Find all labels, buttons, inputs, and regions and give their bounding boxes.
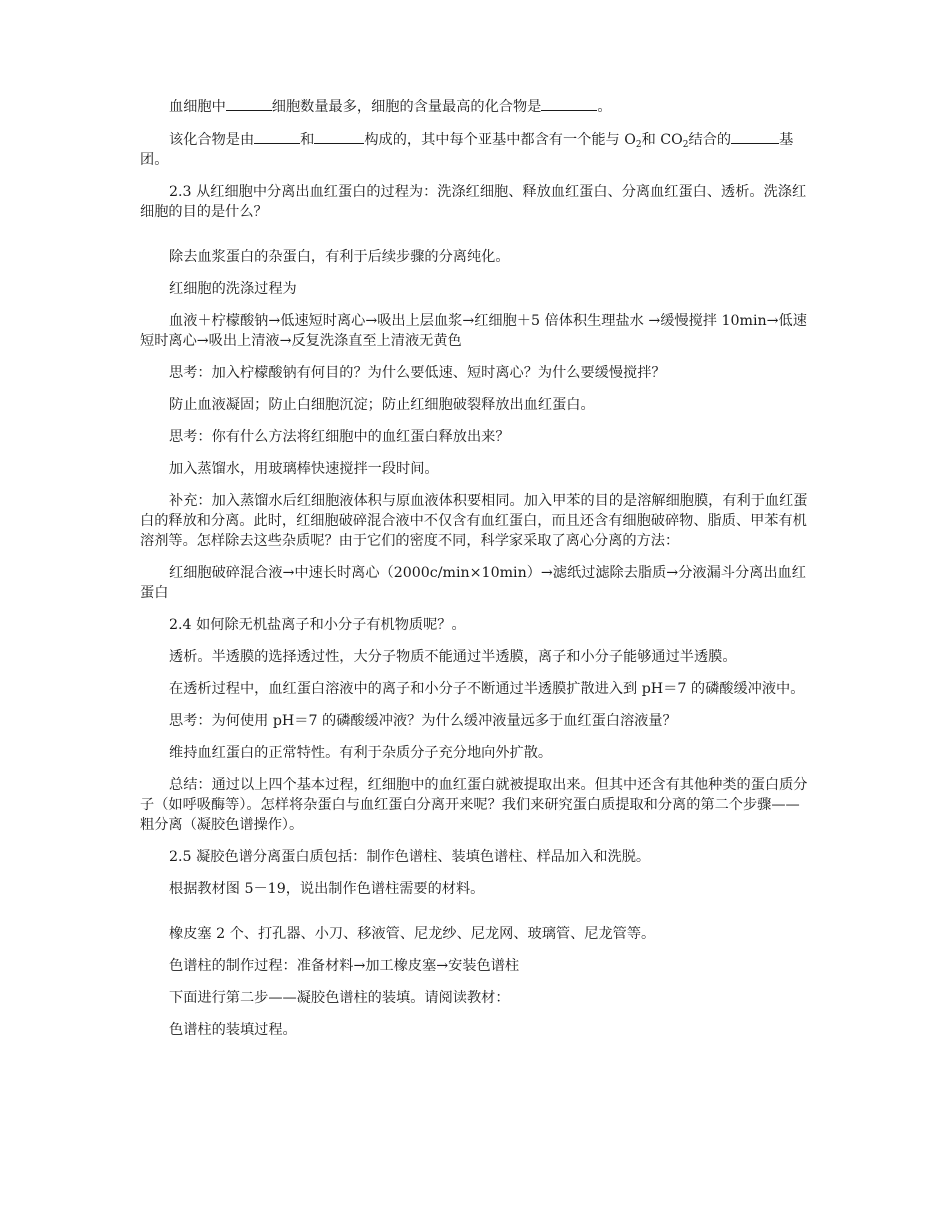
fill-in-text: 和 [300, 132, 315, 148]
paragraph: 透析。半透膜的选择透过性，大分子物质不能通过半透膜，离子和小分子能够通过半透膜。 [169, 649, 737, 665]
answer-blank [314, 129, 364, 144]
fill-in-text: 结合的 [688, 132, 732, 148]
answer-blank [226, 96, 272, 111]
fill-in-text: 。 [597, 99, 612, 115]
paragraph: 血液＋柠檬酸钠→低速短时离心→吸出上层血浆→红细胞＋5 倍体积生理盐水 →缓慢搅拌 10min→低速短时离心→吸出上清液→反复洗涤直至上清液无黄色 [140, 313, 807, 349]
subscript: 2 [635, 140, 642, 150]
fill-in-text: 基团。 [140, 132, 794, 168]
paragraph: 下面进行第二步——凝胶色谱柱的装填。请阅读教材： [169, 990, 510, 1006]
fill-in-text: 血细胞中 [169, 99, 226, 115]
paragraph: 2.5 凝胶色谱分离蛋白质包括：制作色谱柱、装填色谱柱、样品加入和洗脱。 [169, 849, 651, 865]
paragraph: 思考：加入柠檬酸钠有何目的？为什么要低速、短时离心？为什么要缓慢搅拌？ [169, 365, 666, 381]
fill-in-line-2 [140, 129, 812, 170]
paragraph: 思考：你有什么方法将红细胞中的血红蛋白释放出来？ [169, 429, 510, 445]
paragraph: 红细胞破碎混合液→中速长时离心（2000c/min×10min）→滤纸过滤除去脂质→分液漏斗分离出血红蛋白 [140, 565, 806, 601]
paragraph: 防止血液凝固；防止白细胞沉淀；防止红细胞破裂释放出血红蛋白。 [169, 397, 595, 413]
fill-in-line-1 [140, 96, 812, 117]
paragraph: 补充：加入蒸馏水后红细胞液体积与原血液体积要相同。加入甲苯的目的是溶解细胞膜，有利于血红蛋白的释放和分离。此时，红细胞破碎混合液中不仅含有血红蛋白，而且还含有细胞破碎物、脂质、甲苯有机溶剂等。怎样除去这些杂质呢？由于它们的密度不同，科学家采取了离心分离的方法： [140, 493, 808, 549]
paragraph: 橡皮塞 2 个、打孔器、小刀、移液管、尼龙纱、尼龙网、玻璃管、尼龙管等。 [169, 926, 656, 942]
fill-in-text: 构成的，其中每个亚基中都含有一个能与 O [364, 132, 636, 148]
paragraph: 2.3 从红细胞中分离出血红蛋白的过程为：洗涤红细胞、释放血红蛋白、分离血红蛋白、透析。洗涤红细胞的目的是什么？ [140, 184, 807, 220]
paragraph: 色谱柱的制作过程：准备材料→加工橡皮塞→安装色谱柱 [169, 958, 520, 974]
paragraph: 加入蒸馏水，用玻璃棒快速搅拌一段时间。 [169, 461, 439, 477]
paragraph: 根据教材图 5－19，说出制作色谱柱需要的材料。 [169, 881, 485, 897]
paragraph: 色谱柱的装填过程。 [169, 1022, 297, 1038]
answer-blank [541, 96, 597, 111]
fill-in-text: 和 CO [641, 132, 683, 148]
paragraph: 思考：为何使用 pH＝7 的磷酸缓冲液？为什么缓冲液量远多于血红蛋白溶液量？ [169, 713, 677, 729]
paragraph: 维持血红蛋白的正常特性。有利于杂质分子充分地向外扩散。 [169, 745, 553, 761]
paragraph: 总结：通过以上四个基本过程，红细胞中的血红蛋白就被提取出来。但其中还含有其他种类的蛋白质分子（如呼吸酶等）。怎样将杂蛋白与血红蛋白分离开来呢？我们来研究蛋白质提取和分离的第二个步骤——粗分离（凝胶色谱操作）。 [140, 777, 808, 833]
paragraph: 红细胞的洗涤过程为 [169, 281, 297, 297]
paragraph: 2.4 如何除无机盐离子和小分子有机物质呢？。 [169, 617, 466, 633]
document-page [140, 96, 812, 1052]
answer-blank [731, 129, 779, 144]
answer-blank [254, 129, 300, 144]
fill-in-text: 细胞数量最多，细胞的含量最高的化合物是 [271, 99, 542, 115]
paragraph: 除去血浆蛋白的杂蛋白，有利于后续步骤的分离纯化。 [169, 249, 510, 265]
paragraph: 在透析过程中，血红蛋白溶液中的离子和小分子不断通过半透膜扩散进入到 pH＝7 的磷酸缓冲液中。 [169, 681, 805, 697]
fill-in-text: 该化合物是由 [169, 132, 255, 148]
subscript: 2 [682, 140, 689, 150]
